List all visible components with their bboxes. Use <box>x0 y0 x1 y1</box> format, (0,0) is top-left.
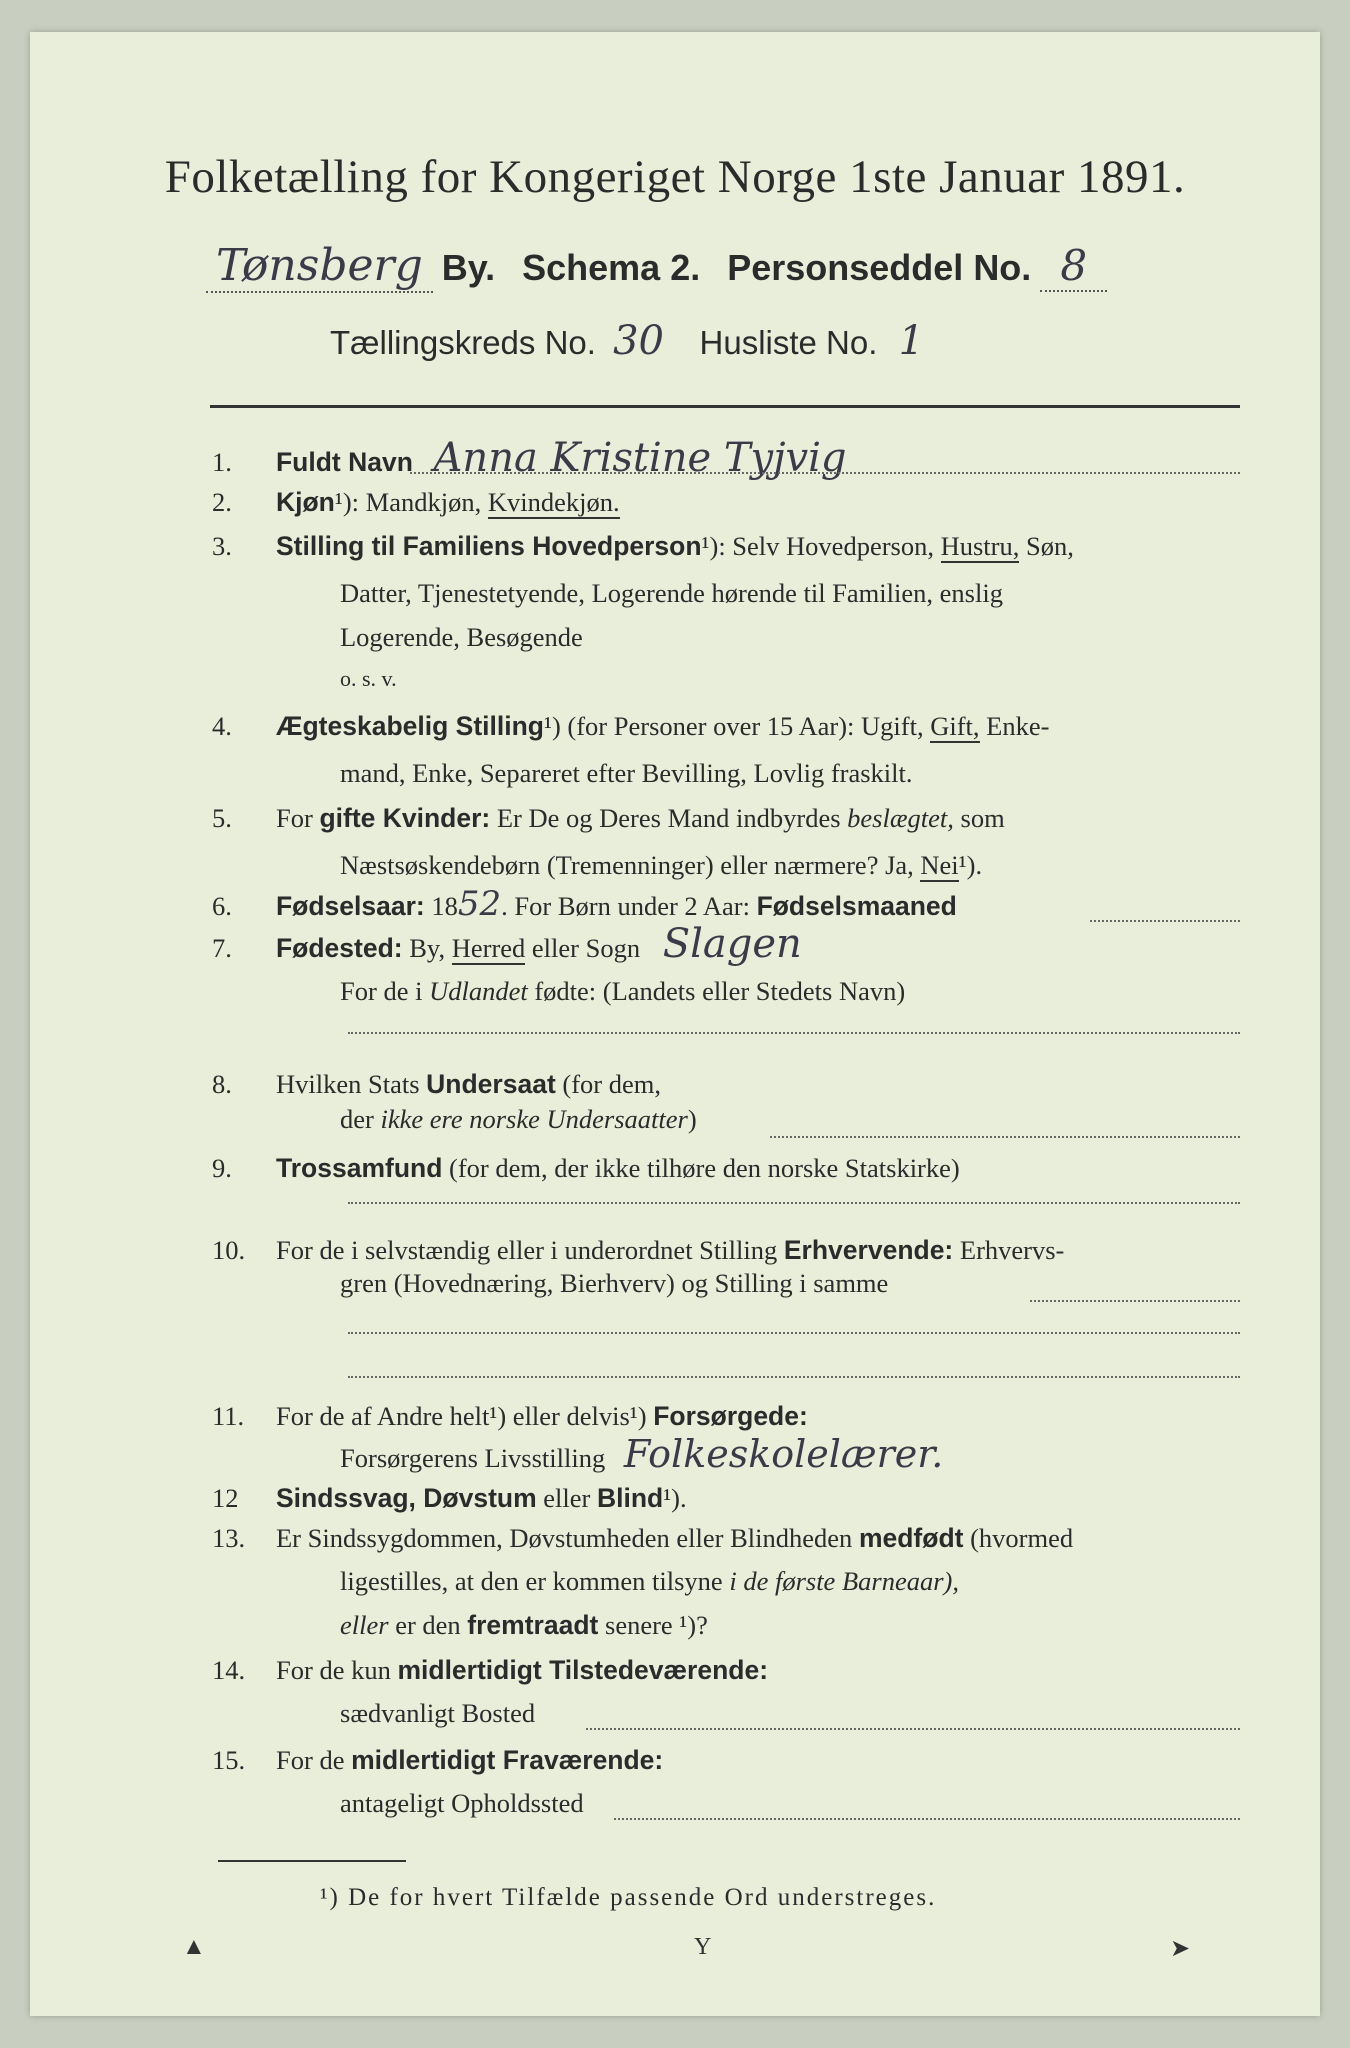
item-4 <box>212 704 1049 748</box>
city-value: Tønsberg <box>206 240 433 293</box>
item-3-line-3: Logerende, Besøgende <box>340 622 583 652</box>
arrow-right-icon: ➤ <box>1170 1936 1191 1962</box>
item-3-line-2: Datter, Tjenestetyende, Logerende hørende til Familien, enslig <box>340 578 1003 608</box>
item-text: ¹): Selv Hovedperson, <box>701 531 941 561</box>
item-14 <box>212 1648 768 1692</box>
arrow-left-icon: ▲ <box>182 1934 206 1960</box>
fill-line <box>614 1818 1240 1820</box>
item-text: (for dem, <box>555 1069 662 1099</box>
item-text: Erhvervs- <box>953 1235 1065 1265</box>
item-8-line-2 <box>340 1104 697 1135</box>
item-number: 1. <box>212 447 232 477</box>
underlined-answer: Kvindekjøn. <box>487 487 620 517</box>
kreds-label: Tællingskreds No. <box>330 324 596 361</box>
item-text-italic: i de første Barneaar), <box>729 1566 959 1596</box>
form-title: Folketælling for Kongeriget Norge 1ste Januar 1891. <box>164 151 1186 203</box>
item-number: 5. <box>212 803 232 833</box>
fill-line <box>410 472 1240 474</box>
item-3 <box>212 524 1074 568</box>
item-9 <box>212 1146 960 1190</box>
item-text: Er De og Deres Mand indbyrdes <box>490 803 848 833</box>
item-number: 10. <box>212 1235 246 1265</box>
item-text-italic: eller <box>340 1610 389 1640</box>
item-15-line-2: antageligt Opholdssted <box>340 1788 584 1818</box>
footnote: ¹) De for hvert Tilfælde passende Ord understreges. <box>320 1884 937 1911</box>
kreds-value: 30 <box>613 318 664 364</box>
birth-year-value: 52 <box>457 884 502 924</box>
item-label: Trossamfund <box>276 1153 443 1183</box>
item-text: Hvilken Stats <box>276 1069 427 1099</box>
item-13 <box>212 1516 1073 1560</box>
item-text: senere ¹)? <box>598 1610 708 1640</box>
item-7-line-2 <box>340 976 905 1007</box>
item-2 <box>212 480 620 524</box>
item-number: 8. <box>212 1069 232 1099</box>
item-number: 4. <box>212 711 232 741</box>
item-text: der <box>340 1104 381 1134</box>
footnote-rule <box>218 1860 406 1862</box>
item-text-italic: ikke ere norske Undersaatter <box>380 1104 688 1134</box>
item-label: fremtraadt <box>467 1610 599 1640</box>
item-number: 2. <box>212 487 232 517</box>
header-line-kreds <box>330 318 936 364</box>
fill-line <box>348 1202 1240 1204</box>
item-label: midlertidigt Tilstedeværende: <box>397 1655 769 1685</box>
item-14-line-2: sædvanligt Bosted <box>340 1698 536 1728</box>
item-number: 7. <box>212 933 232 963</box>
underlined-answer: Nei <box>920 850 959 880</box>
item-text: By, <box>402 933 452 963</box>
item-label: Kjøn <box>276 487 335 517</box>
item-text: Forsørgerens Livsstilling <box>340 1443 606 1473</box>
item-text-italic: beslægtet, <box>847 803 954 833</box>
item-number: 13. <box>212 1523 246 1553</box>
schema-label: Schema 2. <box>522 247 701 288</box>
underlined-answer: Hustru, <box>940 531 1020 561</box>
item-text: er den <box>388 1610 468 1640</box>
item-text: For de kun <box>276 1655 398 1685</box>
item-label: Undersaat <box>426 1069 556 1099</box>
item-text: fødte: (Landets eller Stedets Navn) <box>527 976 906 1006</box>
item-number: 11. <box>212 1401 245 1431</box>
underlined-answer: Gift, <box>930 711 980 741</box>
item-label: Fuldt Navn <box>276 447 413 477</box>
item-number: 6. <box>212 891 232 921</box>
item-4-line-2: mand, Enke, Separeret efter Bevilling, Lovlig fraskilt. <box>340 758 913 788</box>
item-5-line-2 <box>340 850 982 881</box>
item-text-italic: Udlandet <box>429 976 528 1006</box>
fill-line <box>1090 920 1240 922</box>
item-label: gifte Kvinder: <box>319 803 491 833</box>
cross-mark-icon: Y <box>694 1934 712 1960</box>
item-label: midlertidigt Fraværende: <box>351 1745 664 1775</box>
item-5 <box>212 796 1005 840</box>
item-text: . For Børn under 2 Aar: <box>501 891 757 921</box>
item-text: For de af Andre helt¹) eller delvis¹) <box>276 1401 654 1431</box>
item-10-line-2: gren (Hovednæring, Bierhverv) og Stilling i samme <box>340 1268 889 1298</box>
item-text: ligestilles, at den er kommen tilsyne <box>340 1566 730 1596</box>
item-text: som <box>953 803 1005 833</box>
item-text: eller <box>536 1483 597 1513</box>
item-8 <box>212 1062 661 1106</box>
item-text: For de <box>276 1745 352 1775</box>
underlined-answer: Herred <box>451 933 526 963</box>
header-line-city <box>206 240 1107 291</box>
census-form <box>30 32 1320 2016</box>
provider-occupation-value: Folkeskolelærer. <box>623 1432 944 1476</box>
item-1 <box>212 436 847 484</box>
item-15 <box>212 1738 663 1782</box>
item-text: For <box>276 803 320 833</box>
item-label: Fødselsmaaned <box>756 891 957 921</box>
item-text: ¹) (for Personer over 15 Aar): Ugift, <box>544 711 931 741</box>
birthplace-value: Slagen <box>662 921 802 967</box>
item-number: 14. <box>212 1655 246 1685</box>
item-text: Næstsøskendebørn (Tremenninger) eller nærmere? Ja, <box>340 850 921 880</box>
item-number: 9. <box>212 1153 232 1183</box>
item-text: ¹). <box>958 850 983 880</box>
item-text: ¹): Mandkjøn, <box>334 487 488 517</box>
item-text: Søn, <box>1019 531 1074 561</box>
personseddel-label: Personseddel No. <box>727 247 1032 288</box>
fill-line <box>348 1332 1240 1334</box>
item-label: Stilling til Familiens Hovedperson <box>276 531 702 561</box>
fill-line <box>348 1032 1240 1034</box>
item-text: Er Sindssygdommen, Døvstumheden eller Blindheden <box>276 1523 859 1553</box>
item-label: Blind <box>596 1483 664 1513</box>
item-text: ¹). <box>663 1483 687 1513</box>
item-text: 18 <box>424 891 458 921</box>
item-text: Enke- <box>979 711 1050 741</box>
item-13-line-2 <box>340 1566 959 1597</box>
item-label: medfødt <box>858 1523 964 1553</box>
item-13-line-3 <box>340 1610 708 1641</box>
item-text: For de i selvstændig eller i underordnet Stilling <box>276 1235 784 1265</box>
item-text: eller Sogn <box>525 933 641 963</box>
item-label: Ægteskabelig Stilling <box>276 711 544 741</box>
item-10 <box>212 1228 1064 1272</box>
item-label: Forsørgede: <box>653 1401 808 1431</box>
full-name-value: Anna Kristine Tyjvig <box>433 435 847 481</box>
item-11-line-2 <box>340 1432 943 1476</box>
item-number: 15. <box>212 1745 246 1775</box>
item-label: Fødselsaar: <box>276 891 425 921</box>
item-3-line-4: o. s. v. <box>340 666 397 691</box>
husliste-value: 1 <box>898 318 925 364</box>
item-text: (hvormed <box>963 1523 1074 1553</box>
item-label: Erhvervende: <box>783 1235 954 1265</box>
item-number: 3. <box>212 531 232 561</box>
fill-line <box>1030 1300 1240 1302</box>
fill-line <box>770 1136 1240 1138</box>
item-7 <box>212 922 802 970</box>
city-label: By. <box>441 247 496 288</box>
item-number: 12 <box>212 1483 239 1513</box>
item-12 <box>212 1476 687 1520</box>
fill-line <box>348 1376 1240 1378</box>
personseddel-value: 8 <box>1040 241 1107 292</box>
item-text: For de i <box>340 976 430 1006</box>
item-label: Sindssvag, Døvstum <box>276 1483 537 1513</box>
fill-line <box>586 1728 1240 1730</box>
header-rule <box>210 405 1240 408</box>
husliste-label: Husliste No. <box>699 324 878 361</box>
item-text: (for dem, der ikke tilhøre den norske Statskirke) <box>442 1153 960 1183</box>
item-text: ) <box>687 1104 697 1134</box>
item-label: Fødested: <box>276 933 403 963</box>
